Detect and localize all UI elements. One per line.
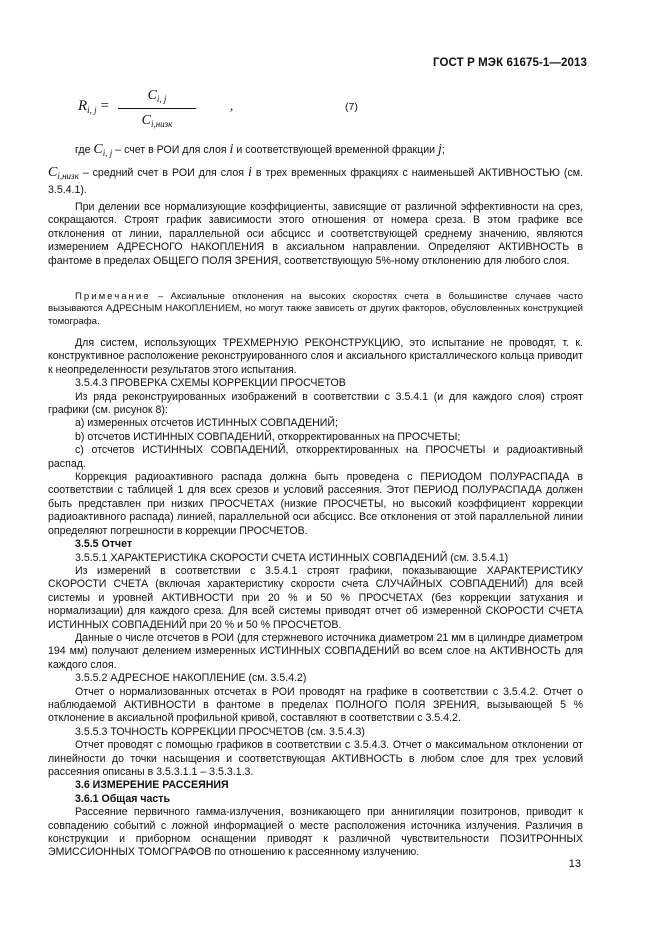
section-3-5-5: 3.5.5 Отчет [75, 538, 133, 551]
equation-number: (7) [345, 101, 358, 113]
where-var-i-2: i [247, 165, 252, 181]
paragraph-7: Отчет о нормализованных отсчетах в РОИ проводят на графике в соответствии с 3.5.4.2. Отчет о наблюдаемой АКТИВНОСТИ в фантоме в пределах ПОЛНОГО ПОЛЯ ЗРЕНИЯ, вызывающей 5 % отклонение в аксиальной профильной кривой, составляют в соответствии с 3.5.4.2. [48, 685, 583, 725]
where-var-i: i [229, 142, 234, 157]
paragraph-4: Коррекция радиоактивного распада должна быть проведена с ПЕРИОДОМ ПОЛУРАСПАДА в соответствии с таблицей 1 для всех срезов и условий рассеяния. Этот ПЕРИОД ПОЛУРАСПАДА должен быть представлен при низких ПРОСЧЕТАХ (низкие ПРОСЧЕТЫ, но высокий коэффициент коррекции радиоактивного распада) линией, параллельной оси абсцисс. Все отклонения от этой параллельной линии определяют погрешности в коррекции ПРОСЧЕТОВ. [48, 471, 583, 537]
list-item-a: a) измеренных отсчетов ИСТИННЫХ СОВПАДЕНИЙ; [75, 417, 338, 430]
formula-lhs [78, 98, 109, 115]
formula-fraction [118, 86, 196, 131]
where-line-2-end: в трех временных фракциях с наименьшей АКТИВНОСТЬЮ (см. 3.5.4.1). [48, 167, 583, 196]
note-text: – Аксиальные отклонения на высоких скоростях счета в большинстве случаев часто вызываются АДРЕСНЫМ НАКОПЛЕНИЕМ, но могут также зависеть от других факторов, обусловленных конструкцией томографа. [48, 291, 583, 327]
note-label: Примечание [75, 291, 151, 302]
note-block [48, 291, 583, 328]
section-3-6-1: 3.6.1 Общая часть [75, 792, 171, 805]
formula-7 [78, 86, 378, 134]
where-line-1-mid2: и соответствующей временной фракции [236, 144, 436, 156]
body-block-1 [48, 201, 583, 268]
formula-lhs-symbol: R [78, 98, 88, 114]
where-line-2-mid: – средний счет в РОИ для слоя [82, 167, 244, 180]
list-item-b: b) отсчетов ИСТИННЫХ СОВПАДЕНИЙ, откорректированных на ПРОСЧЕТЫ; [75, 430, 461, 443]
paragraph-1: При делении все нормализующие коэффициенты, зависящие от различной эффективности на срез, сокращаются. Строят график зависимости этого отношения от номера среза. В этом графике все отклонения от линии, параллельной оси абсцисс и соответствующей среднему значению, являются измерением АДРЕСНОГО НАКОПЛЕНИЯ в аксиальном направлении. Определяют АКТИВНОСТЬ в фантоме в пределах ОБЩЕГО ПОЛЯ ЗРЕНИЯ, соответствующую 5%-ному отклонению для любого слоя. [48, 201, 583, 267]
section-3-5-5-3: 3.5.5.3 ТОЧНОСТЬ КОРРЕКЦИИ ПРОСЧЕТОВ (см. 3.5.4.3) [75, 725, 365, 738]
denominator-sub: i,низк [150, 119, 173, 129]
document-header: ГОСТ Р МЭК 61675-1—2013 [433, 57, 587, 69]
where-clause [48, 143, 583, 197]
formula-equals: = [100, 98, 109, 114]
where-line-1-end: ; [441, 144, 445, 156]
where-symbol-1: C [93, 142, 103, 157]
note-paragraph [48, 291, 583, 328]
denominator-symbol: C [141, 113, 151, 128]
formula-comma: , [230, 98, 234, 113]
paragraph-8: Отчет проводят с помощью графиков в соответствии с 3.5.4.3. Отчет о максимальном отклонении от линейности до точки насыщения и соответствующая АКТИВНОСТЬ в любом слое для трех условий рассеяния описаны в 3.5.3.1.1 – 3.5.3.1.3. [48, 739, 583, 778]
where-symbol-2-sub: i,низк [57, 171, 79, 182]
where-line-1-mid: – счет в РОИ для слоя [115, 144, 227, 156]
fraction-bar [118, 108, 196, 109]
where-prefix: где [75, 144, 91, 156]
where-symbol-2: C [48, 165, 58, 181]
formula-numerator [118, 86, 196, 106]
formula-denominator [118, 111, 196, 131]
where-var-j: j [438, 142, 442, 157]
where-line-2 [48, 166, 583, 197]
section-3-5-5-2: 3.5.5.2 АДРЕСНОЕ НАКОПЛЕНИЕ (см. 3.5.4.2) [75, 672, 307, 685]
list-item-c: c) отсчетов ИСТИННЫХ СОВПАДЕНИЙ, откорректированных на ПРОСЧЕТЫ и радиоактивный распад. [48, 444, 583, 470]
page-number: 13 [568, 858, 581, 870]
paragraph-6: Данные о числе отсчетов в РОИ (для стержневого источника диаметром 21 мм в цилиндре диаметром 194 мм) получают делением измеренных ИСТИННЫХ СОВПАДЕНИЙ во всем слое на АКТИВНОСТЬ для каждого слоя. [48, 631, 583, 671]
formula-lhs-sub: i, j [87, 105, 97, 115]
body-block-2 [48, 337, 583, 860]
paragraph-2: Для систем, использующих ТРЕХМЕРНУЮ РЕКОНСТРУКЦИЮ, это испытание не проводят, т. к. конструктивное расположение реконструированного слоя и аксиального кристаллического кольца приводит к неопределенности результатов этого испытания. [48, 337, 583, 376]
paragraph-3: Из ряда реконструированных изображений в соответствии с 3.5.4.1 (и для каждого слоя) строят графики (см. рисунок 8): [48, 390, 583, 417]
numerator-symbol: C [147, 88, 157, 103]
section-3-5-5-1: 3.5.5.1 ХАРАКТЕРИСТИКА СКОРОСТИ СЧЕТА ИСТИННЫХ СОВПАДЕНИЙ (см. 3.5.4.1) [75, 551, 509, 564]
section-3-5-4-3: 3.5.4.3 ПРОВЕРКА СХЕМЫ КОРРЕКЦИИ ПРОСЧЕТОВ [75, 377, 346, 390]
paragraph-5: Из измерений в соответствии с 3.5.4.1 строят графики, показывающие ХАРАКТЕРИСТИКУ СКОРОСТИ СЧЕТА (включая характеристику скорости счета СЛУЧАЙНЫХ СОВПАДЕНИЙ) для всей системы и уровней АКТИВНОСТИ при 20 % и 50 % ПРОСЧЕТАХ (без коррекции затухания и нормализации) для каждого среза. Для всей системы приводят отчет об измеренной СКОРОСТИ СЧЕТА ИСТИННЫХ СОВПАДЕНИЙ при 20 % и 50 % ПРОСЧЕТОВ. [48, 564, 583, 631]
section-3-6: 3.6 ИЗМЕРЕНИЕ РАССЕЯНИЯ [75, 779, 229, 792]
where-line-1 [48, 143, 583, 160]
where-symbol-1-sub: i, j [102, 148, 113, 158]
paragraph-9: Рассеяние первичного гамма-излучения, возникающего при аннигиляции позитронов, приводит к совпадению событий с ложной информацией о месте расположения источника излучения. Различия в конструкции и приборном оснащении приводят к различной чувствительности ПОЗИТРОННЫХ ЭМИССИОННЫХ ТОМОГРАФОВ по отношению к рассеянному излучению. [48, 806, 583, 859]
numerator-sub: i, j [156, 94, 167, 104]
